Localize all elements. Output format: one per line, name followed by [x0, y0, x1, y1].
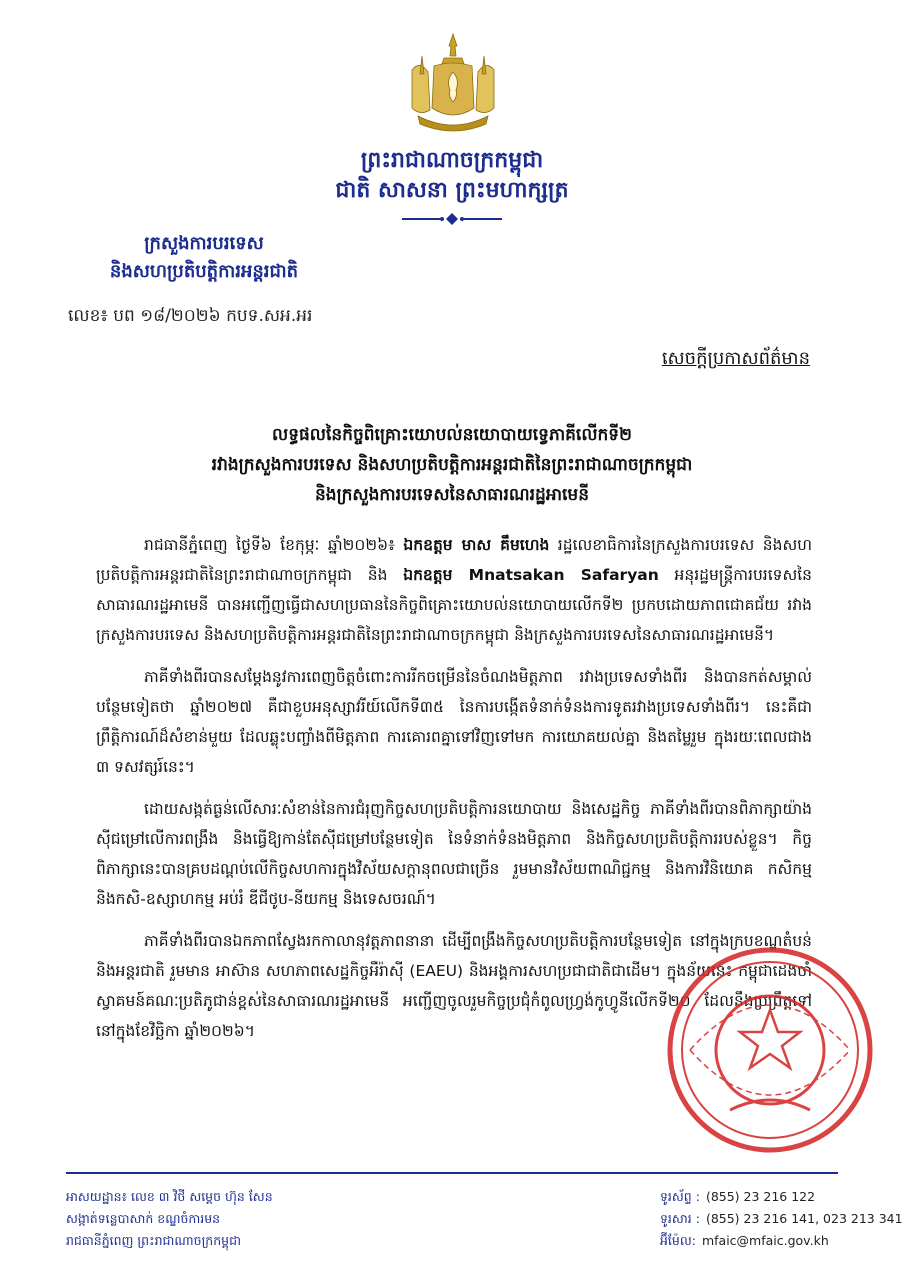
ministry-seal-icon — [660, 940, 880, 1160]
footer-divider — [66, 1172, 838, 1174]
paragraph-1-middle: រដ្ឋលេខាធិការនៃក្រសួងការបរទេស និងសហប្រតិបត្តិការអន្តរជាតិនៃព្រះរាជាណាចក្រកម្ពុជា និង — [96, 536, 812, 584]
email-value[interactable]: mfaic@mfaic.gov.kh — [701, 1233, 829, 1248]
email-label: អ៊ីម៉ែល: — [660, 1233, 696, 1248]
paragraph-3: ដោយសង្កត់ធ្ងន់លើសារៈសំខាន់នៃការជំរុញកិច្ចសហប្រតិបត្តិការនយោបាយ និងសេដ្ឋកិច្ច ភាគីទាំងពីរបានពិភាក្សាយ៉ាងស៊ីជម្រៅលើការពង្រឹង និងធ្វើឱ្យកាន់តែស៊ីជម្រៅបន្ថែមទៀត នៃទំនាក់ទំនងមិត្តភាព និងកិច្ចសហប្រតិបត្តិការរបស់ខ្លួន។ កិច្ចពិភាក្សានេះបានគ្របដណ្តប់លើកិច្ចសហការក្នុងវិស័យសក្តានុពលជាច្រើន រួមមានវិស័យពាណិជ្ជកម្ម និងការវិនិយោគ កសិកម្ម និងកសិ-ឧស្សាហកម្ម អប់រំ ឌីជីថូប-នីយកម្ម និងទេសចរណ៍។ — [96, 800, 812, 908]
footer-address — [66, 1186, 273, 1252]
kingdom-title: ព្រះរាជាណាចក្រកម្ពុជា — [360, 148, 544, 173]
paragraph-1-end: អនុរដ្ឋមន្ត្រីការបរទេសនៃសាធារណរដ្ឋអាមេនី បានអញ្ជើញធ្វើជាសហប្រធាននៃកិច្ចពិគ្រោះយោបល់នយោបាយលើកទី២ ប្រកបដោយភាពជោគជ័យ រវាងក្រសួងការបរទេស និងសហប្រតិបត្តិការអន្តរជាតិនៃព្រះរាជាណាចក្រកម្ពុជា និងក្រសួងការបរទេសនៃសាធារណរដ្ឋអាមេនី។ — [96, 566, 812, 644]
paragraph-2: ភាគីទាំងពីរបានសម្តែងនូវការពេញចិត្តចំពោះការរីកចម្រើននៃចំណងមិត្តភាព រវាងប្រទេសទាំងពីរ និងបានកត់សម្គាល់បន្ថែមទៀតថា ឆ្នាំ២០២៧ គឺជាខួបអនុស្សាវរីយ៍លើកទី៣៥ នៃការបង្កើតទំនាក់ទំនងការទូតរវាងប្រទេសទាំងពីរ។ នេះគឺជាព្រឹត្តិការណ៍ដ៏សំខាន់មួយ ដែលឆ្លុះបញ្ចាំងពីមិត្តភាព ការគោរពគ្នាទៅវិញទៅមក ការយោគយល់គ្នា និងតម្លៃរួម ក្នុងរយៈពេលជាង ៣ ទសវត្សរ៍នេះ។ — [96, 668, 812, 776]
paragraph-1-intro: រាជធានីភ្នំពេញ ថ្ងៃទី៦ ខែកុម្ភៈ ឆ្នាំ២០២៦៖ — [144, 536, 404, 554]
phone-row — [660, 1186, 903, 1208]
address-line2: សង្កាត់ទន្លេបាសាក់ ខណ្ឌចំការមន — [66, 1211, 221, 1226]
ministry-name-line1: ក្រសួងការបរទេស — [144, 233, 264, 254]
ministry-name-line2: និងសហប្រតិបត្តិការអន្តរជាតិ — [109, 261, 299, 282]
royal-coat-of-arms-icon — [398, 30, 508, 140]
paragraph-1 — [96, 530, 812, 650]
official-name-2: ឯកឧត្តម Mnatsakan Safaryan — [403, 566, 659, 584]
phone-value: (855) 23 216 122 — [705, 1189, 816, 1204]
fax-row — [660, 1208, 903, 1230]
ornament-divider-icon — [392, 212, 512, 226]
address-line3: រាជធានីភ្នំពេញ ព្រះរាជាណាចក្រកម្ពុជា — [66, 1233, 241, 1248]
official-name-1: ឯកឧត្តម មាស គឹមហេង — [403, 536, 550, 554]
paragraph-4: ភាគីទាំងពីរបានឯកភាពស្វែងរកកាលានុវត្តភាពនានា ដើម្បីពង្រឹងកិច្ចសហប្រតិបត្តិការបន្ថែមទៀត នៅក្នុងក្របខណ្ឌតំបន់ និងអន្តរជាតិ រួមមាន អាស៊ាន សហភាពសេដ្ឋកិច្ចអឺរ៉ាស៊ី (EAEU) និងអង្គការសហប្រជាជាតិជាដើម។ ក្នុងន័យនេះ កម្ពុជាដេងចាំស្វាគមន៍គណៈប្រតិភូជាន់ខ្ពស់នៃសាធារណរដ្ឋអាមេនី អញ្ជើញចូលរួមកិច្ចប្រជុំកំពូលហ្វ្រង់កូហ្វូនីលើកទី២០ ដែលនឹងប្រព្រឹត្តទៅនៅក្នុងខែវិច្ឆិកា ឆ្នាំ២០២៦។ — [96, 932, 812, 1040]
reference-number: លេខ៖ បព ១៨/២០២៦ កបទ.សអ.អរ — [68, 306, 313, 326]
email-row — [660, 1230, 903, 1252]
phone-label: ទូរស័ព្ទ : — [660, 1189, 700, 1204]
fax-label: ទូរសារ : — [660, 1211, 700, 1226]
fax-value: (855) 23 216 141, 023 213 341 — [705, 1211, 903, 1226]
headline-line2: រវាងក្រសួងការបរទេស និងសហប្រតិបត្តិការអន្តរជាតិនៃព្រះរាជាណាចក្រកម្ពុជា — [211, 455, 693, 475]
headline-line1: លទ្ធផលនៃកិច្ចពិគ្រោះយោបល់នយោបាយទ្វេភាគីលើកទី២ — [272, 425, 632, 445]
headline-line3: និងក្រសួងការបរទេសនៃសាធារណរដ្ឋអាមេនី — [314, 485, 589, 505]
address-line1: អាសយដ្ឋាន៖ លេខ ៣ វិថី សម្តេច ហ៊ុន សែន — [66, 1189, 273, 1204]
national-motto: ជាតិ សាសនា ព្រះមហាក្សត្រ — [335, 178, 569, 203]
footer-contacts — [660, 1186, 903, 1252]
document-type-label: សេចក្តីប្រកាសព័ត៌មាន — [661, 348, 810, 369]
